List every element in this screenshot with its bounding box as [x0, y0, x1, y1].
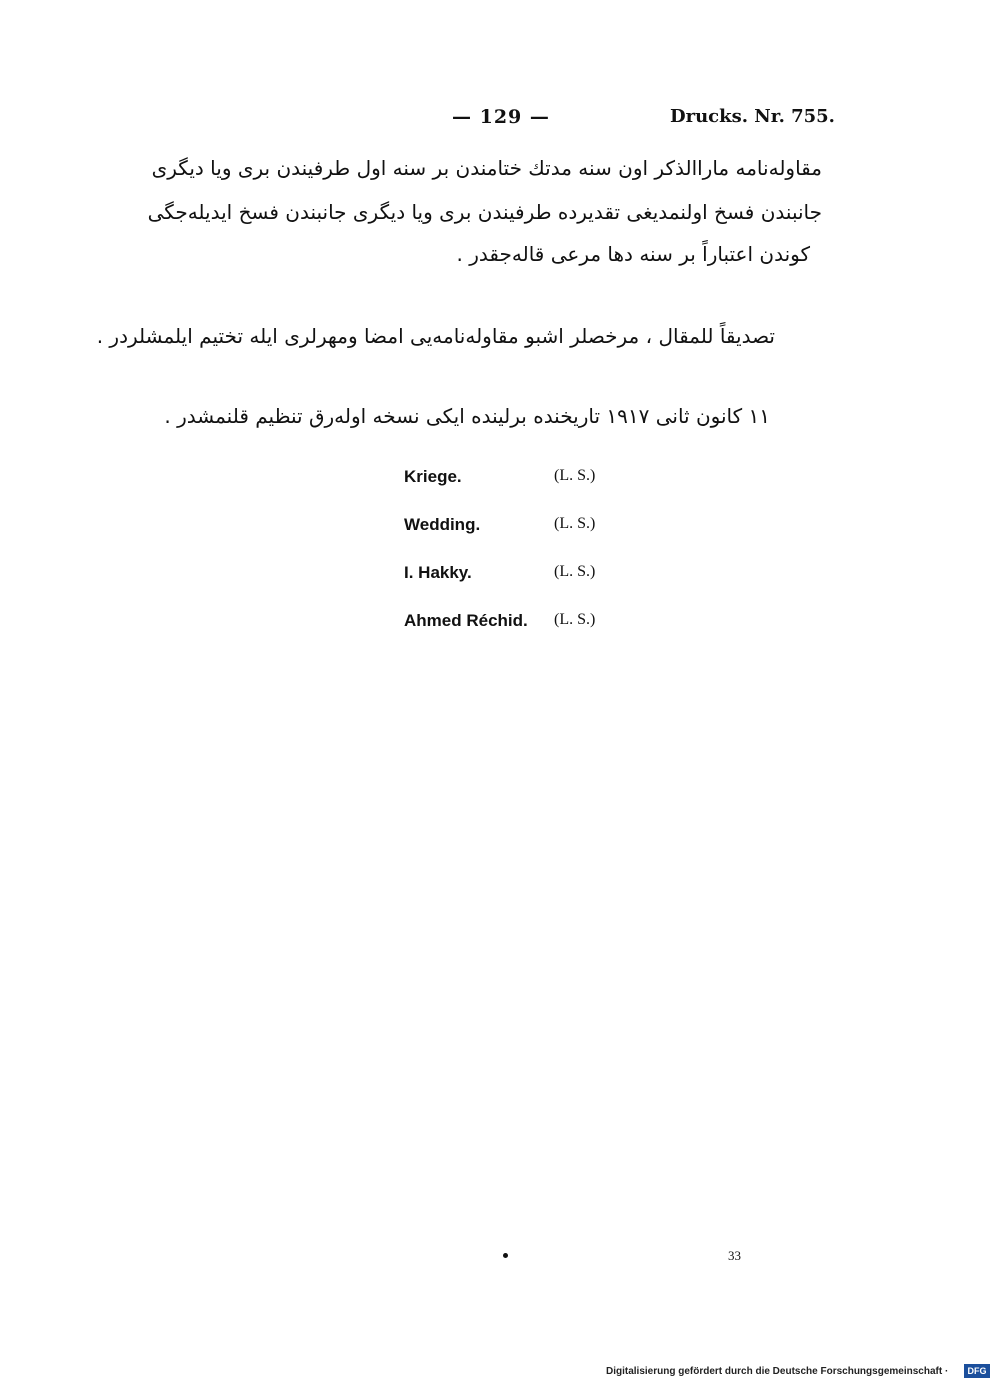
signature-row: [404, 515, 595, 563]
signatory-name: I. Hakky.: [404, 563, 472, 582]
signature-row: [404, 467, 595, 515]
bullet-dot: [503, 1253, 508, 1258]
arabic-text-line: جانبندن فسخ اولنمدیغی تقدیرده طرفیندن بری ویا دیگری جانبندن فسخ ایدیله‌جگی: [147, 200, 822, 224]
seal-mark: (L. S.): [554, 467, 596, 484]
sheet-number: 33: [728, 1248, 741, 1263]
seal-mark: (L. S.): [554, 515, 596, 532]
seal-mark: (L. S.): [554, 563, 596, 580]
arabic-attestation-line: تصدیقاً للمقال ، مرخصلر اشبو مقاوله‌نامه‌یی امضا ومهرلری ایله تختیم ایلمشلردر .: [96, 324, 775, 348]
signatory-name: Kriege.: [404, 467, 462, 486]
digitization-credit: Digitalisierung gefördert durch die Deutsche Forschungsgemeinschaft ·: [606, 1366, 949, 1377]
signatory-name: Wedding.: [404, 515, 481, 534]
dfg-logo: DFG: [964, 1364, 990, 1378]
arabic-date-line: ۱۱ کانون ثانی ۱۹۱۷ تاریخنده برلینده ایکی نسخه اوله‌رق تنظیم قلنمشدر .: [164, 404, 770, 428]
arabic-text-line: کوندن اعتباراً بر سنه دها مرعی قاله‌جقدر .: [456, 242, 810, 266]
arabic-text-line: مقاوله‌نامه ماراالذکر اون سنه مدتك ختامندن بر سنه اول طرفیندن بری ویا دیگری: [151, 156, 822, 180]
signature-block: [404, 467, 595, 659]
seal-mark: (L. S.): [554, 611, 596, 628]
print-reference: Drucks. Nr. 755.: [670, 106, 835, 127]
page-number: — 129 —: [452, 106, 550, 128]
signatory-name: Ahmed Réchid.: [404, 611, 528, 630]
signature-row: [404, 563, 595, 611]
signature-row: [404, 611, 595, 659]
